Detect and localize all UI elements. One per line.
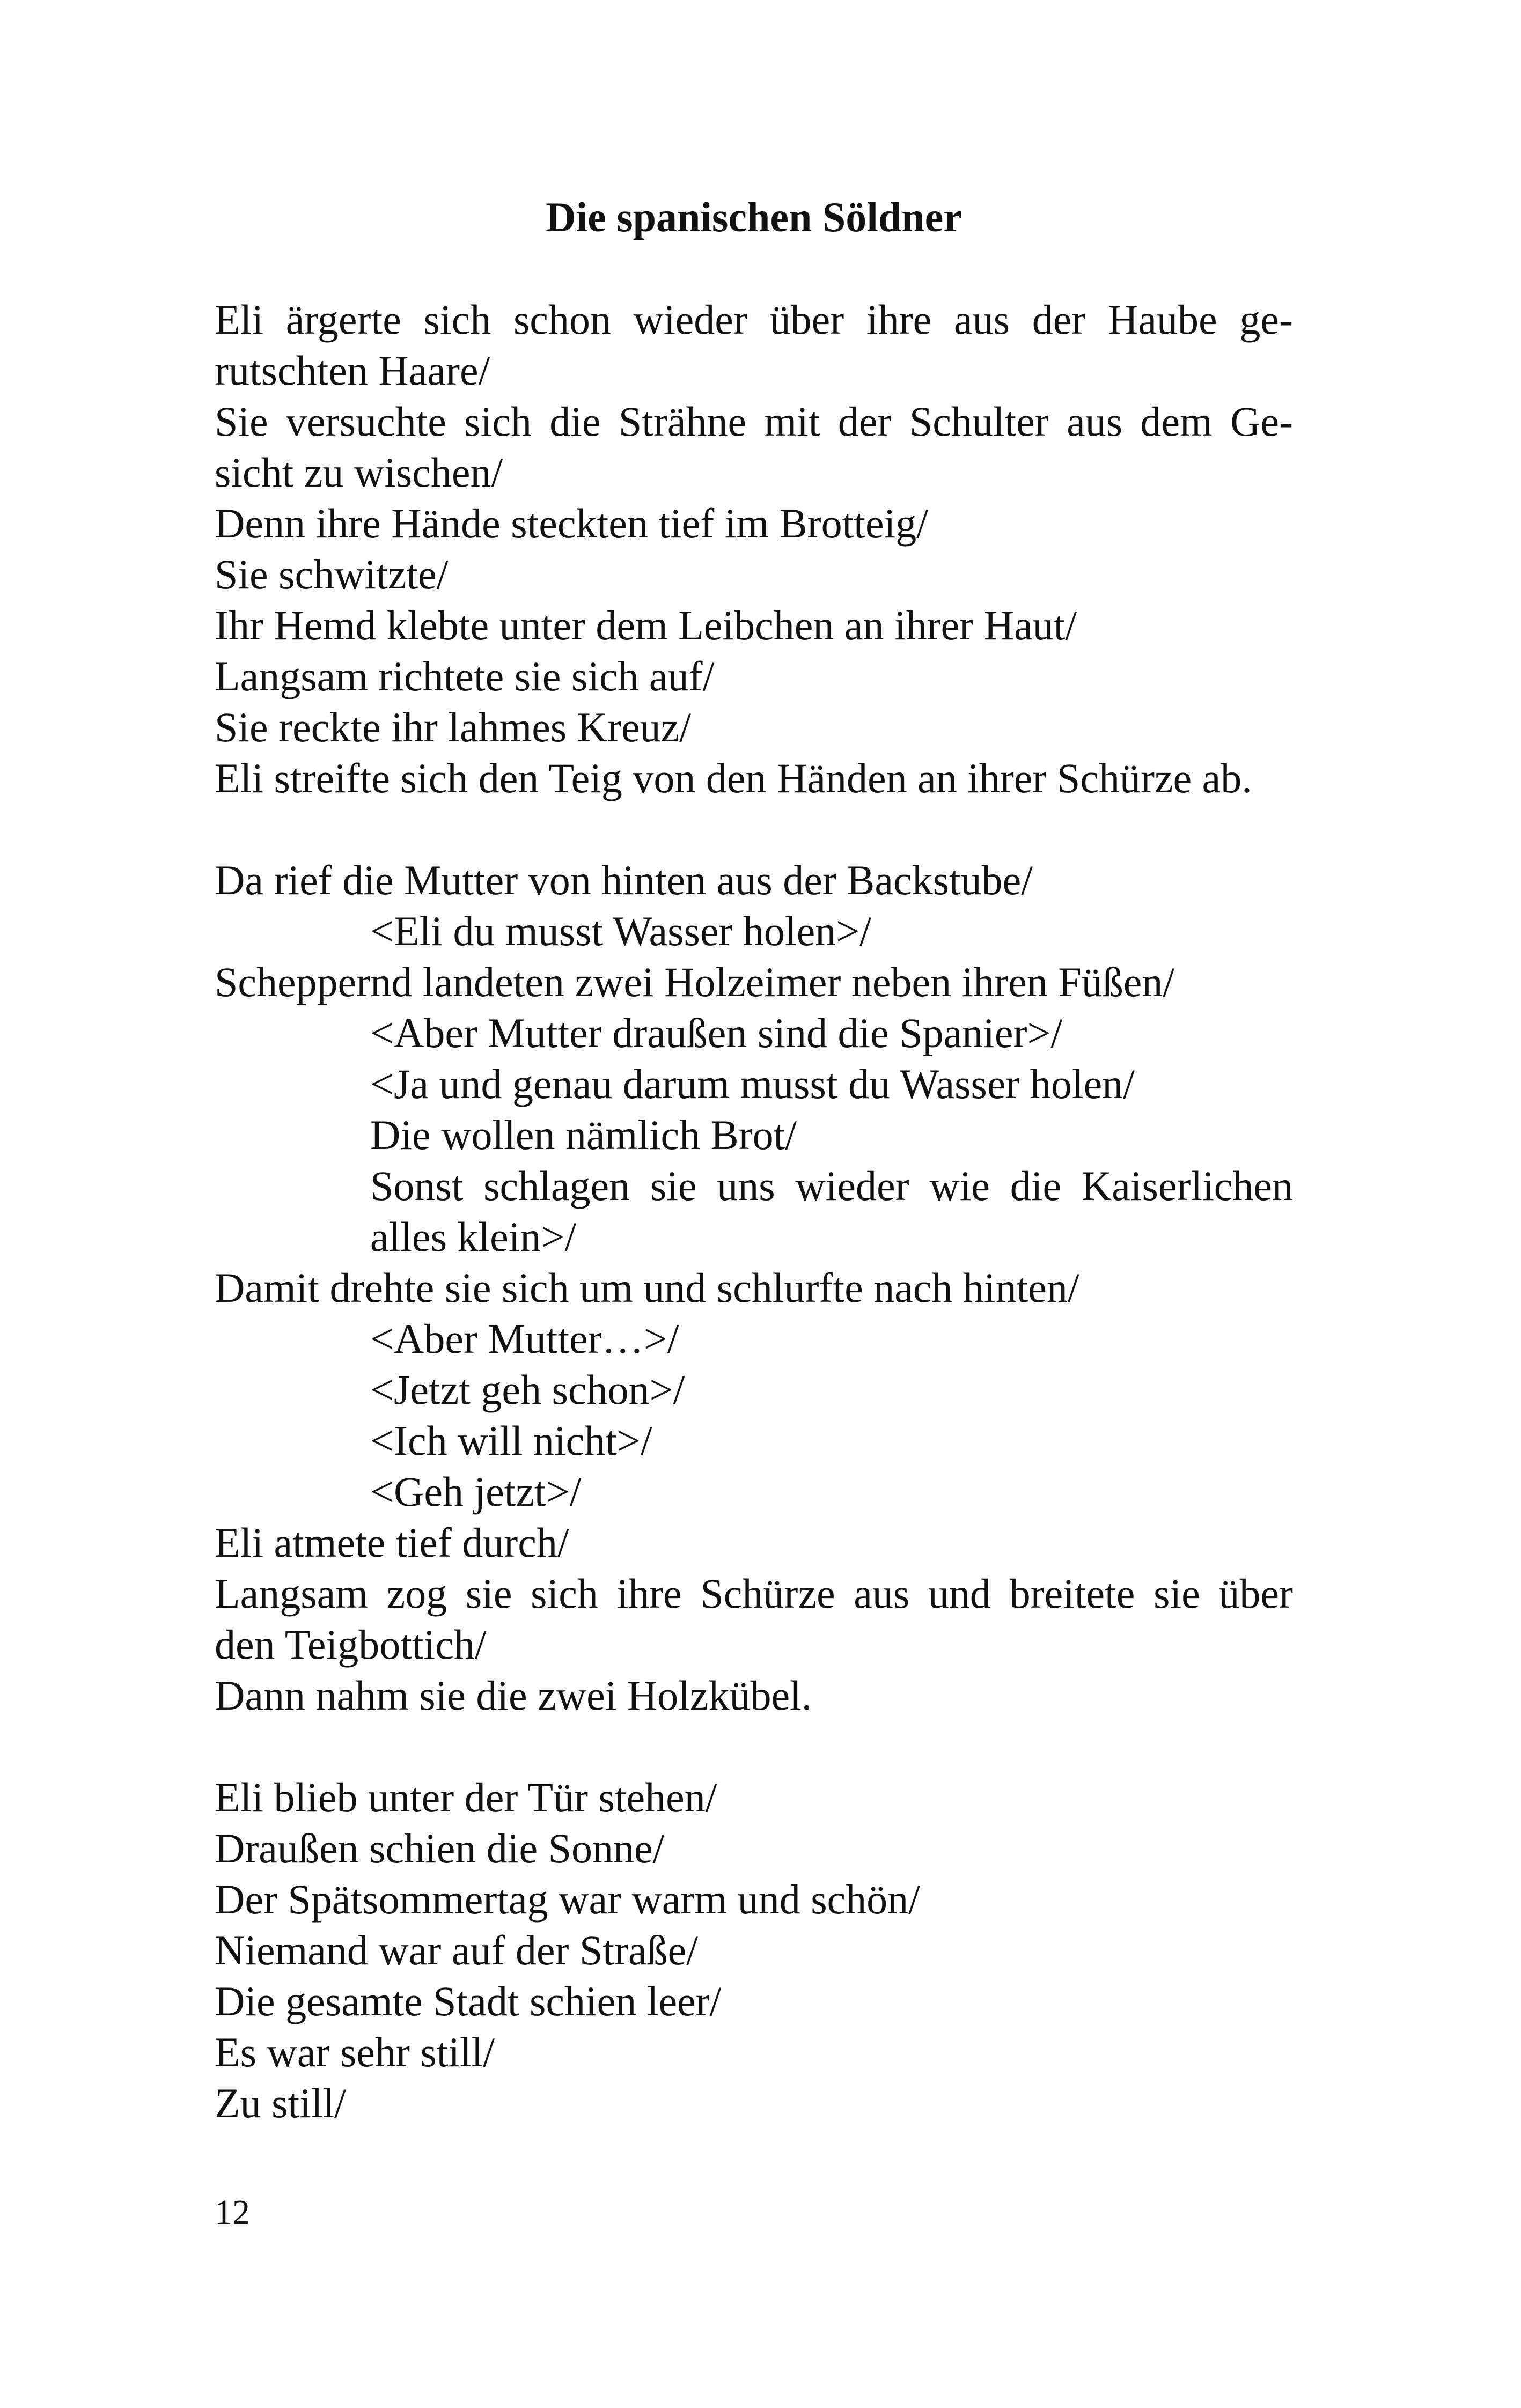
text-line: rutschten Haare/ bbox=[215, 347, 490, 394]
text-line: Scheppernd landeten zwei Holzeimer neben ihren Füßen/ bbox=[215, 959, 1175, 1005]
paragraph bbox=[215, 294, 1293, 804]
text-line: Draußen schien die Sonne/ bbox=[215, 1825, 665, 1872]
dialogue-line: alles klein>/ bbox=[370, 1213, 577, 1260]
text-line: Der Spätsommertag war warm und schön/ bbox=[215, 1876, 920, 1923]
text-line: sicht zu wischen/ bbox=[215, 449, 503, 496]
text-line: Niemand war auf der Straße/ bbox=[215, 1927, 698, 1973]
dialogue-line: <Aber Mutter…>/ bbox=[370, 1315, 679, 1362]
text-line: Da rief die Mutter von hinten aus der Backstube/ bbox=[215, 857, 1033, 903]
dialogue-line: <Geh jetzt>/ bbox=[370, 1468, 582, 1515]
text-line: Eli ärgerte sich schon wieder über ihre aus der Haube ge- bbox=[215, 296, 1293, 343]
text-line: Eli streifte sich den Teig von den Händen an ihrer Schürze ab. bbox=[215, 755, 1252, 801]
text-line: Dann nahm sie die zwei Holzkübel. bbox=[215, 1672, 812, 1719]
dialogue-line: <Aber Mutter draußen sind die Spanier>/ bbox=[370, 1010, 1063, 1056]
text-line: Langsam richtete sie sich auf/ bbox=[215, 653, 715, 699]
text-line: Zu still/ bbox=[215, 2080, 346, 2126]
text-line: den Teigbottich/ bbox=[215, 1621, 487, 1668]
paragraph bbox=[215, 855, 1293, 1721]
dialogue-line: Sonst schlagen sie uns wieder wie die Kaiserlichen bbox=[370, 1162, 1293, 1209]
story-text bbox=[215, 294, 1293, 2129]
dialogue-line: <Jetzt geh schon>/ bbox=[370, 1366, 685, 1413]
dialogue-line: <Eli du musst Wasser holen>/ bbox=[370, 908, 871, 954]
dialogue-line: Die wollen nämlich Brot/ bbox=[370, 1111, 797, 1158]
text-line: Denn ihre Hände steckten tief im Brotteig/ bbox=[215, 500, 928, 547]
paragraph-gap bbox=[215, 804, 1293, 855]
page-number: 12 bbox=[215, 2193, 250, 2232]
chapter-title: Die spanischen Söldner bbox=[546, 194, 962, 240]
text-line: Die gesamte Stadt schien leer/ bbox=[215, 1978, 722, 2024]
paragraph-gap bbox=[215, 1721, 1293, 1772]
text-line: Es war sehr still/ bbox=[215, 2029, 495, 2075]
text-line: Damit drehte sie sich um und schlurfte nach hinten/ bbox=[215, 1264, 1079, 1311]
text-line: Sie versuchte sich die Strähne mit der Schulter aus dem Ge- bbox=[215, 398, 1293, 445]
dialogue-line: <Ja und genau darum musst du Wasser holen/ bbox=[370, 1061, 1135, 1107]
text-line: Eli blieb unter der Tür stehen/ bbox=[215, 1774, 717, 1821]
text-line: Ihr Hemd klebte unter dem Leibchen an ihrer Haut/ bbox=[215, 602, 1077, 649]
text-line: Sie schwitzte/ bbox=[215, 551, 449, 598]
text-line: Langsam zog sie sich ihre Schürze aus und breitete sie über bbox=[215, 1570, 1293, 1617]
paragraph bbox=[215, 1772, 1293, 2129]
dialogue-line: <Ich will nicht>/ bbox=[370, 1417, 652, 1464]
text-line: Eli atmete tief durch/ bbox=[215, 1519, 569, 1566]
text-line: Sie reckte ihr lahmes Kreuz/ bbox=[215, 704, 691, 750]
